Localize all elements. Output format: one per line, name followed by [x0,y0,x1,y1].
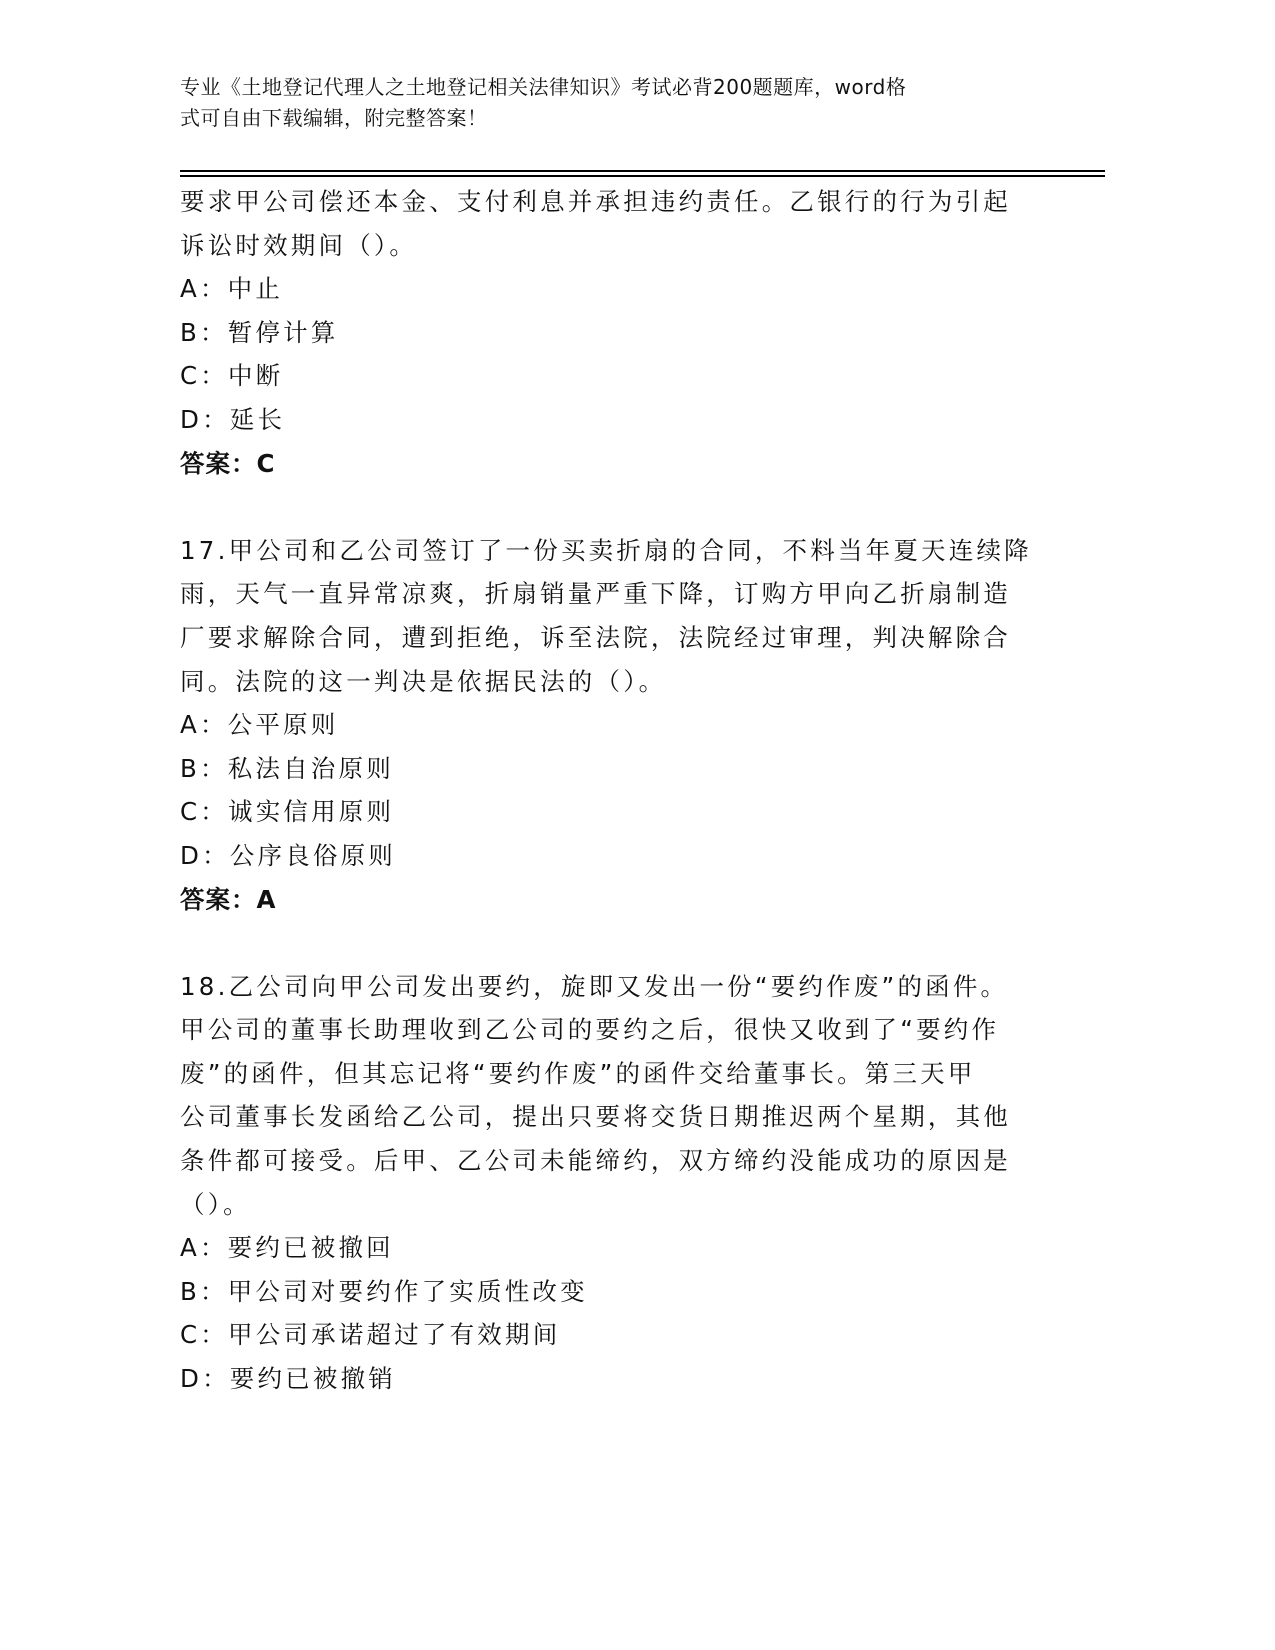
question-stem-line: 17.甲公司和乙公司签订了一份买卖折扇的合同，不料当年夏天连续降 [180,535,1032,565]
option-a: A：公平原则 [180,710,339,740]
option-c: C：中断 [180,361,284,391]
option-c: C：甲公司承诺超过了有效期间 [180,1320,561,1350]
option-d: D：公序良俗原则 [180,840,396,870]
question-stem-line: 18.乙公司向甲公司发出要约，旋即又发出一份“要约作废”的函件。 [180,971,1009,1001]
option-b: B：甲公司对要约作了实质性改变 [180,1276,588,1306]
header-divider [180,175,1105,177]
document-body [180,180,1080,1401]
question-stem-line: 甲公司的董事长助理收到乙公司的要约之后，很快又收到了“要约作 [180,1015,1000,1045]
question-stem-line: 同。法院的这一判决是依据民法的（）。 [180,666,667,696]
document-header [180,72,1040,134]
option-b: B：暂停计算 [180,317,339,347]
answer: 答案：A [180,884,277,914]
question-stem-line: 废”的函件，但其忘记将“要约作废”的函件交给董事长。第三天甲 [180,1058,976,1088]
question-stem-line: 厂要求解除合同，遭到拒绝，诉至法院，法院经过审理，判决解除合 [180,622,1011,652]
question-stem-line: 雨，天气一直异常凉爽，折扇销量严重下降，订购方甲向乙折扇制造 [180,579,1011,609]
question-stem-line: （）。 [180,1189,251,1219]
header-divider [180,170,1105,172]
option-b: B：私法自治原则 [180,753,394,783]
question-stem-line: 诉讼时效期间（）。 [180,230,418,260]
option-a: A：中止 [180,274,284,304]
question-18 [180,965,1080,1401]
option-a: A：要约已被撤回 [180,1233,394,1263]
option-d: D：要约已被撤销 [180,1364,396,1394]
option-d: D：延长 [180,404,286,434]
header-line: 式可自由下载编辑，附完整答案！ [180,106,488,130]
question-stem-line: 公司董事长发函给乙公司，提出只要将交货日期推迟两个星期，其他 [180,1102,1011,1132]
question-stem-line: 要求甲公司偿还本金、支付利息并承担违约责任。乙银行的行为引起 [180,187,1011,216]
header-line: 专业《土地登记代理人之土地登记相关法律知识》考试必背200题题库，word格 [180,75,907,99]
question-stem-line: 条件都可接受。后甲、乙公司未能缔约，双方缔约没能成功的原因是 [180,1146,1011,1176]
question-17 [180,529,1080,921]
answer: 答案：C [180,448,276,478]
question-16 [180,180,1080,485]
option-c: C：诚实信用原则 [180,797,395,827]
